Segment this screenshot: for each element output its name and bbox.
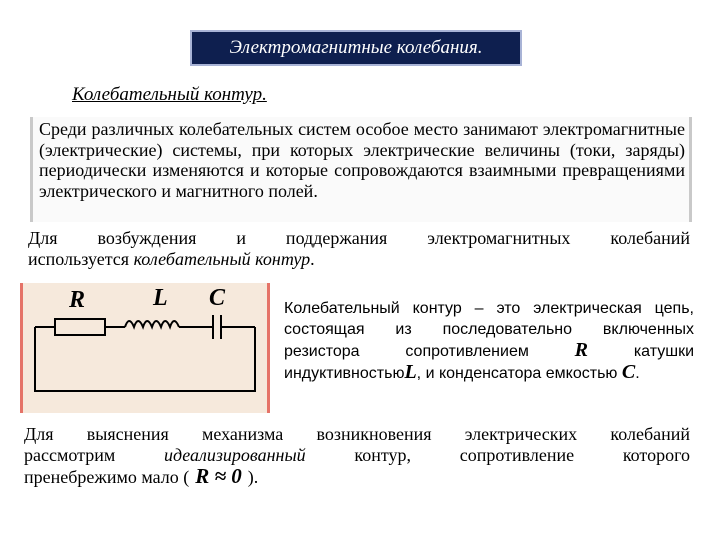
resistance-approx-formula: R ≈ 0 <box>195 464 242 488</box>
capacitor-label: C <box>209 285 226 311</box>
circuit-schematic <box>23 283 267 413</box>
ideal-emphasis: идеализированный <box>163 445 306 465</box>
definition-text-2: катушки индуктивностью <box>284 343 695 382</box>
ideal-circuit-paragraph <box>24 424 690 488</box>
intro-paragraph: Среди различных колебательных систем особое место занимают электромагнитные (электрические) системы, при которых электрические величины (токи, заряды) периодически изменяются и которые сопровождаются взаимными превращениями электрического и магнитного полей. <box>30 117 692 222</box>
excitation-prefix: используется <box>28 248 134 269</box>
ideal-line-3-suffix: ). <box>247 467 259 487</box>
inductor-symbol <box>125 321 179 327</box>
ideal-line-3-prefix: пренебрежимо мало ( <box>24 467 190 487</box>
circuit-diagram <box>20 283 270 413</box>
definition-text-4: . <box>635 365 640 382</box>
slide-title: Электромагнитные колебания. <box>190 30 522 66</box>
definition-text-3: , и конденсатора емкостью <box>416 365 618 382</box>
resistor-label: R <box>69 287 86 313</box>
inductance-symbol: L <box>404 361 417 383</box>
ideal-line-2 <box>24 445 690 466</box>
ideal-line-2-prefix: рассмотрим <box>24 445 164 465</box>
capacitance-symbol: C <box>621 361 636 383</box>
excitation-suffix: . <box>310 248 315 269</box>
excitation-emphasis: колебательный контур <box>133 248 311 269</box>
definition-text-1: Колебательный контур – это электрическая цепь, состоящая из последовательно включенных резистора сопротивлением <box>284 300 694 360</box>
ideal-line-1: Для выяснения механизма возникновения электрических колебаний <box>24 424 690 444</box>
resistor-symbol <box>55 319 105 335</box>
definition-paragraph <box>284 298 694 384</box>
excitation-line-1: Для возбуждения и поддержания электромагнитных колебаний <box>28 228 690 248</box>
excitation-paragraph <box>28 228 690 269</box>
excitation-line-2 <box>28 249 690 270</box>
resistance-symbol: R <box>574 339 589 361</box>
inductor-label: L <box>153 285 168 311</box>
ideal-line-3 <box>24 466 690 488</box>
ideal-line-2-suffix: контур, сопротивление которого <box>305 445 690 465</box>
section-subtitle: Колебательный контур. <box>72 84 267 105</box>
